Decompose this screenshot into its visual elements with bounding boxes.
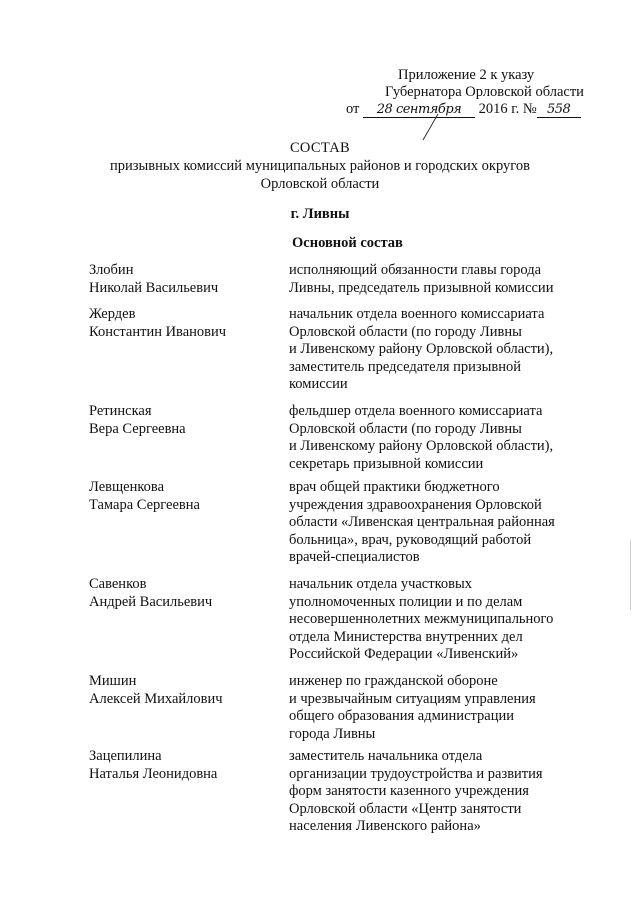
member-description-line: общего образования администрации xyxy=(289,708,514,724)
member-surname: Мишин xyxy=(89,673,137,689)
date-year: 2016 г. xyxy=(478,101,520,117)
member-description-line: отдела Министерства внутренних дел xyxy=(289,628,523,645)
page-edge-mark xyxy=(630,540,631,610)
member-description xyxy=(289,479,579,567)
member-description xyxy=(289,748,579,836)
member-surname: Ретинская xyxy=(89,403,152,419)
member-description-line: врач общей практики бюджетного xyxy=(289,479,500,495)
member-description-line: и чрезвычайным ситуациям управления xyxy=(289,690,536,707)
member-name xyxy=(89,748,279,783)
member-name xyxy=(89,306,279,341)
member-description-line: Ливны, председатель призывной комиссии xyxy=(289,279,554,296)
member-description xyxy=(289,403,579,473)
date-prefix: от xyxy=(346,101,360,117)
member-given-names: Алексей Михайлович xyxy=(89,690,223,707)
member-description-line: форм занятости казенного учреждения xyxy=(289,783,529,799)
member-description-line: несовершеннолетних межмуниципального xyxy=(289,611,554,627)
member-description-line: организации трудоустройства и развития xyxy=(289,765,543,782)
member-surname: Савенков xyxy=(89,576,147,592)
section-heading: Основной состав xyxy=(292,235,403,251)
title-sub-2: Орловской области xyxy=(260,176,380,192)
member-name xyxy=(89,403,279,438)
member-surname: Жердев xyxy=(89,306,136,322)
member-description-line: Орловской области (по городу Ливны xyxy=(289,323,522,340)
document-title xyxy=(0,139,640,193)
member-description-line: и Ливенскому району Орловской области), xyxy=(289,341,554,357)
member-description-line: врачей-специалистов xyxy=(289,549,420,565)
appendix-line-2: Губернатора Орловской области xyxy=(385,84,584,100)
member-description-line: уполномоченных полиции и по делам xyxy=(289,593,523,610)
member-description-line: начальник отдела военного комиссариата xyxy=(289,306,545,322)
member-description-line: населения Ливенского района» xyxy=(289,818,481,834)
member-surname: Злобин xyxy=(89,262,134,278)
member-name xyxy=(89,479,279,514)
member-description-line: инженер по гражданской обороне xyxy=(289,673,498,689)
member-given-names: Тамара Сергеевна xyxy=(89,496,200,513)
title-sub-1: призывных комиссий муниципальных районов и городских округов xyxy=(110,158,530,174)
member-description-line: фельдшер отдела военного комиссариата xyxy=(289,403,543,419)
member-description-line: и Ливенскому району Орловской области), xyxy=(289,438,554,454)
appendix-date-line xyxy=(346,100,581,118)
member-description-line: секретарь призывной комиссии xyxy=(289,455,484,472)
member-surname: Левщенкова xyxy=(89,479,165,495)
member-description xyxy=(289,262,579,297)
title-main: СОСТАВ xyxy=(289,140,351,156)
member-description-line: заместитель начальника отдела xyxy=(289,748,483,764)
member-description-line: начальник отдела участковых xyxy=(289,576,472,592)
member-name xyxy=(89,673,279,708)
member-description xyxy=(289,306,579,394)
member-description-line: комиссии xyxy=(289,376,348,392)
member-description-line: Орловской области «Центр занятости xyxy=(289,800,522,817)
member-description xyxy=(289,576,579,664)
member-description-line: Российской Федерации «Ливенский» xyxy=(289,646,519,662)
member-description-line: области «Ливенская центральная районная xyxy=(289,514,555,530)
member-description-line: исполняющий обязанности главы города xyxy=(289,262,542,278)
member-description-line: больница», врач, руководящий работой xyxy=(289,531,532,548)
member-description-line: города Ливны xyxy=(289,725,376,742)
handwritten-date: 28 сентября xyxy=(363,103,475,118)
number-label: № xyxy=(522,101,537,117)
member-given-names: Андрей Васильевич xyxy=(89,593,213,610)
member-surname: Зацепилина xyxy=(89,748,162,764)
member-name xyxy=(89,262,279,297)
member-description xyxy=(289,673,579,743)
member-name xyxy=(89,576,279,611)
city-heading: г. Ливны xyxy=(290,206,350,222)
member-given-names: Наталья Леонидовна xyxy=(89,765,218,782)
member-description-line: заместитель председателя призывной xyxy=(289,358,521,375)
member-description-line: Орловской области (по городу Ливны xyxy=(289,420,522,437)
appendix-line-1: Приложение 2 к указу xyxy=(398,67,535,83)
member-given-names: Николай Васильевич xyxy=(89,279,219,296)
member-given-names: Константин Иванович xyxy=(89,323,227,340)
handwritten-number: 558 xyxy=(537,103,581,118)
member-given-names: Вера Сергеевна xyxy=(89,420,186,437)
member-description-line: учреждения здравоохранения Орловской xyxy=(289,496,542,513)
